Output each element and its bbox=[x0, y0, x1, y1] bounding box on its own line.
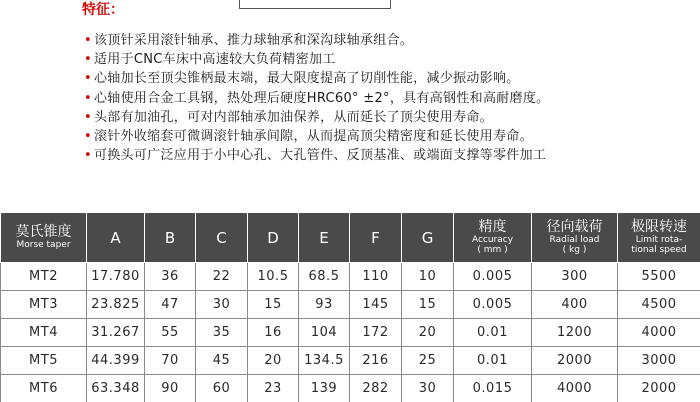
table-row bbox=[1, 375, 700, 402]
cell-g: 25 bbox=[402, 347, 454, 375]
cell-d: 10.5 bbox=[248, 263, 299, 291]
cell-b: 55 bbox=[145, 319, 196, 347]
cell-radial-load: 300 bbox=[532, 263, 618, 291]
cell-taper: MT2 bbox=[1, 263, 87, 291]
feature-item: • 头部有加油孔，可对内部轴承加油保养，从而延长了顶尖使用寿命。 bbox=[84, 108, 549, 127]
cell-taper: MT3 bbox=[1, 291, 87, 319]
cell-g: 10 bbox=[402, 263, 454, 291]
cell-b: 70 bbox=[145, 347, 196, 375]
bullet-icon: • bbox=[84, 91, 92, 106]
cell-taper: MT6 bbox=[1, 375, 87, 402]
cell-c: 35 bbox=[196, 319, 248, 347]
feature-item: • 可换头可广泛应用于小中心孔、大孔管件、反顶基准、或端面支撑等零件加工 bbox=[84, 146, 549, 165]
cell-radial-load: 400 bbox=[532, 291, 618, 319]
features-list bbox=[84, 31, 549, 165]
cell-e: 134.5 bbox=[299, 347, 350, 375]
cell-taper: MT4 bbox=[1, 319, 87, 347]
cell-limit-speed: 4000 bbox=[618, 319, 700, 347]
cell-f: 110 bbox=[350, 263, 402, 291]
top-frame-box bbox=[239, 0, 391, 9]
cell-a: 44.399 bbox=[87, 347, 145, 375]
bullet-icon: • bbox=[84, 71, 92, 86]
cell-accuracy: 0.005 bbox=[454, 291, 532, 319]
cell-g: 30 bbox=[402, 375, 454, 402]
cell-b: 47 bbox=[145, 291, 196, 319]
cell-radial-load: 4000 bbox=[532, 375, 618, 402]
table-row bbox=[1, 347, 700, 375]
header-radial-load: 径向载荷 Radial load ( kg ) bbox=[532, 213, 618, 263]
cell-e: 139 bbox=[299, 375, 350, 402]
cell-taper: MT5 bbox=[1, 347, 87, 375]
table-row bbox=[1, 263, 700, 291]
header-g: G bbox=[402, 213, 454, 263]
cell-limit-speed: 2000 bbox=[618, 375, 700, 402]
bullet-icon: • bbox=[84, 129, 92, 144]
cell-g: 20 bbox=[402, 319, 454, 347]
cell-c: 60 bbox=[196, 375, 248, 402]
cell-f: 282 bbox=[350, 375, 402, 402]
header-c: C bbox=[196, 213, 248, 263]
cell-f: 145 bbox=[350, 291, 402, 319]
cell-e: 68.5 bbox=[299, 263, 350, 291]
header-morse-taper: 莫氏锥度 Morse taper bbox=[1, 213, 87, 263]
cell-limit-speed: 5500 bbox=[618, 263, 700, 291]
cell-e: 104 bbox=[299, 319, 350, 347]
cell-a: 17.780 bbox=[87, 263, 145, 291]
header-d: D bbox=[248, 213, 299, 263]
header-limit-speed: 极限转速 Limit rota- tional speed bbox=[618, 213, 700, 263]
cell-f: 172 bbox=[350, 319, 402, 347]
cell-d: 15 bbox=[248, 291, 299, 319]
cell-e: 93 bbox=[299, 291, 350, 319]
cell-c: 30 bbox=[196, 291, 248, 319]
cell-accuracy: 0.01 bbox=[454, 319, 532, 347]
cell-g: 15 bbox=[402, 291, 454, 319]
cell-a: 63.348 bbox=[87, 375, 145, 402]
header-f: F bbox=[350, 213, 402, 263]
header-b: B bbox=[145, 213, 196, 263]
cell-a: 23.825 bbox=[87, 291, 145, 319]
cell-a: 31.267 bbox=[87, 319, 145, 347]
feature-item: • 该顶针采用滚针轴承、推力球轴承和深沟球轴承组合。 bbox=[84, 31, 549, 50]
header-accuracy: 精度 Accuracy ( mm ) bbox=[454, 213, 532, 263]
cell-accuracy: 0.005 bbox=[454, 263, 532, 291]
feature-item: • 滚针外收缩套可微调滚针轴承间隙，从而提高顶尖精密度和延长使用寿命。 bbox=[84, 127, 549, 146]
bullet-icon: • bbox=[84, 52, 92, 67]
cell-radial-load: 1200 bbox=[532, 319, 618, 347]
feature-item: • 适用于CNC车床中高速较大负荷精密加工 bbox=[84, 50, 549, 69]
feature-item: • 心轴加长至顶尖锥柄最末端，最大限度提高了切削性能，减少振动影响。 bbox=[84, 69, 549, 88]
cell-limit-speed: 3000 bbox=[618, 347, 700, 375]
table-row bbox=[1, 291, 700, 319]
cell-b: 36 bbox=[145, 263, 196, 291]
bullet-icon: • bbox=[84, 110, 92, 125]
cell-d: 23 bbox=[248, 375, 299, 402]
table-row bbox=[1, 319, 700, 347]
cell-radial-load: 2000 bbox=[532, 347, 618, 375]
cell-f: 216 bbox=[350, 347, 402, 375]
cell-d: 20 bbox=[248, 347, 299, 375]
cell-d: 16 bbox=[248, 319, 299, 347]
cell-c: 45 bbox=[196, 347, 248, 375]
spec-table bbox=[0, 212, 700, 402]
feature-item: • 心轴使用合金工具钢，热处理后硬度HRC60° ±2°，具有高钢性和高耐磨度。 bbox=[84, 89, 549, 108]
features-title: 特征： bbox=[82, 0, 124, 20]
cell-b: 90 bbox=[145, 375, 196, 402]
bullet-icon: • bbox=[84, 148, 92, 163]
cell-accuracy: 0.015 bbox=[454, 375, 532, 402]
bullet-icon: • bbox=[84, 33, 92, 48]
table-header-row bbox=[1, 213, 700, 263]
header-e: E bbox=[299, 213, 350, 263]
cell-accuracy: 0.01 bbox=[454, 347, 532, 375]
cell-limit-speed: 4500 bbox=[618, 291, 700, 319]
cell-c: 22 bbox=[196, 263, 248, 291]
header-a: A bbox=[87, 213, 145, 263]
